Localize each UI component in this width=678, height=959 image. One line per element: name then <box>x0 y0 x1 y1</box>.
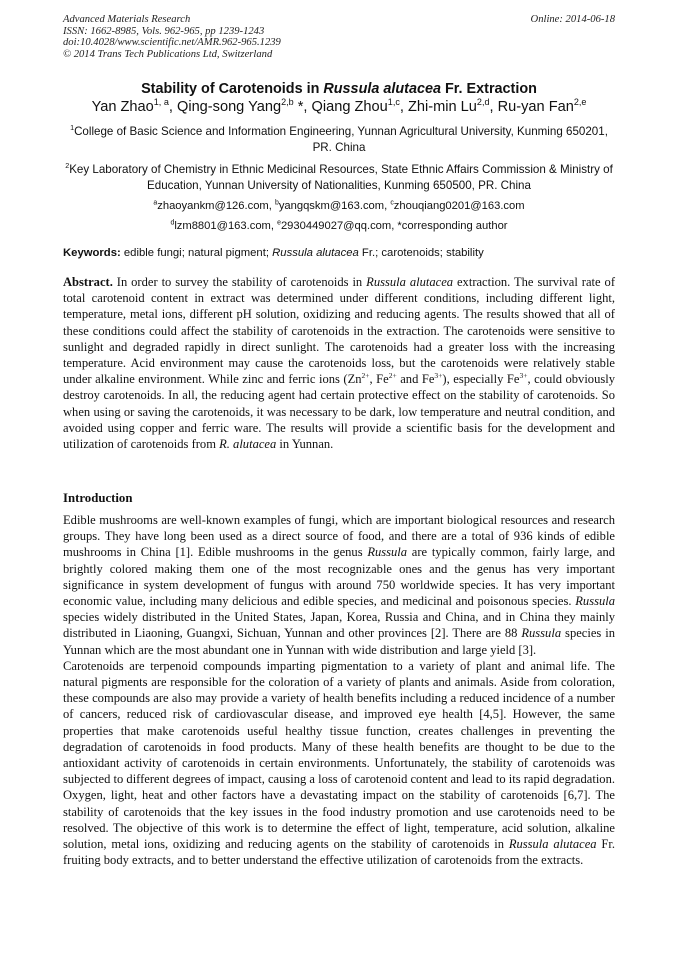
author-affiliation-mark: 2,d <box>476 97 490 108</box>
online-date: Online: 2014-06-18 <box>530 14 615 25</box>
issn-line: ISSN: 1662-8985, Vols. 962-965, pp 1239-1243 <box>63 25 265 37</box>
email-address[interactable]: lzm8801@163.com, <box>174 220 278 232</box>
author-separator: , <box>399 99 408 115</box>
affiliation-text: College of Basic Science and Information Engineering, Yunnan Agricultural University, Kunming 650201, PR. China <box>74 125 608 154</box>
author-affiliation-mark: 1, a <box>153 97 169 108</box>
introduction-body <box>63 512 615 868</box>
affiliation-mark: 1 <box>70 123 75 133</box>
abstract <box>63 274 615 452</box>
keywords-label: Keywords: <box>63 247 121 259</box>
abstract-text: In order to survey the stability of carotenoids in <box>112 275 367 289</box>
paragraph-text: are typically common, fairly large, and brightly colored making them one of the most recognizable ones and the genus has very important significance in system development of fungus with around 750 worldwide species. It has very important economic value, including many delicious and edible species, and medicinal and poisonous species. <box>63 545 616 609</box>
affiliation-mark: 2 <box>65 161 70 171</box>
email-mark: a <box>153 199 158 207</box>
author-name: Ru-yan Fan <box>497 99 574 115</box>
genus-name: Russula <box>367 545 408 560</box>
ion-charge: 2+ <box>361 371 370 381</box>
email-mark: d <box>170 219 175 227</box>
abstract-text: ), especially Fe <box>442 372 520 387</box>
copyright-line: © 2014 Trans Tech Publications Ltd, Switzerland <box>63 48 273 60</box>
email-address[interactable]: yangqskm@163.com, <box>278 200 391 212</box>
affiliation-1 <box>60 124 618 155</box>
abstract-text: extraction. The survival rate of total carotenoid content in extract was determined under different conditions, including different light, temperature, metal ions, different pH solution, oxidizing and reducing agents. The results showed that all of these conditions could affect the stability of carotenoids in the extraction. The carotenoids were sensitive to sunlight and degraded rapidly in direct sunlight. The carotenoids had a greater loss with the increasing temperature. Acid environment may cause the carotenoids loss, but the carotenoids were relatively stable under alkaline environment. While zinc and ferric ions (Zn <box>63 275 615 387</box>
email-mark: c <box>390 199 394 207</box>
paragraph-text: Edible mushrooms are well-known examples of fungi, which are important biological resources and research groups. They have long been used as a direct source of food, and there are a total of 936 kinds of edible mushrooms in China [1]. Edible mushrooms in the genus <box>63 513 615 560</box>
author-name: Qing-song Yang <box>176 99 282 115</box>
abstract-text: in Yunnan. <box>276 437 334 452</box>
paragraph-text: species widely distributed in the United States, Japan, Korea, Russia and China, and in China they mainly distributed in Liaoning, Guangxi, Sichuan, Yunnan and other provinces [2]. There are 88 <box>63 610 615 641</box>
email-list <box>60 196 618 236</box>
species-name: Russula alutacea <box>508 837 597 852</box>
email-mark: b <box>274 199 279 207</box>
intro-paragraph-2 <box>63 658 615 869</box>
email-mark: e <box>277 219 281 227</box>
paper-title <box>0 81 678 98</box>
keywords-text: Fr.; carotenoids; stability <box>358 247 484 259</box>
genus-name: Russula <box>521 626 562 641</box>
author-affiliation-mark: 1,c <box>387 97 400 108</box>
ion-charge: 3+ <box>434 371 443 381</box>
ion-charge: 3+ <box>519 371 528 381</box>
author-name: Qiang Zhou <box>311 99 388 115</box>
email-line-1 <box>60 196 618 216</box>
title-prefix: Stability of Carotenoids in <box>141 81 324 97</box>
author-separator: , <box>168 99 177 115</box>
journal-header <box>63 14 615 60</box>
author-name: Zhi-min Lu <box>407 99 477 115</box>
ion-charge: 2+ <box>388 371 397 381</box>
intro-paragraph-1 <box>63 512 615 658</box>
abstract-text: , Fe <box>369 372 389 387</box>
author-separator: *, <box>293 99 312 115</box>
doi-line[interactable]: doi:10.4028/www.scientific.net/AMR.962-965.1239 <box>63 37 281 49</box>
genus-name: Russula <box>575 594 615 609</box>
paragraph-text: species in Yunnan which are the most abundant one in Yunnan with wide distribution and large yield [3]. <box>63 626 616 657</box>
author-affiliation-mark: 2,b <box>281 97 294 108</box>
title-species: Russula alutacea <box>323 81 441 97</box>
keywords-species: Russula alutacea <box>272 247 359 259</box>
email-address[interactable]: 2930449027@qq.com, *corresponding author <box>280 220 508 232</box>
paragraph-text: Fr. fruiting body extracts, and to better understand the effective utilization of carotenoids from the extracts. <box>63 837 615 868</box>
keywords <box>63 246 615 260</box>
abstract-text: , could obviously destroy carotenoids. In all, the reducing agent had certain protective effect on the stability of carotenoids. So when using or saving the carotenoids, it was necessary to be dark, low temperature and neutral condition, and avoided using copper and ferric ware. The results will provide a scientific basis for the development and utilization of carotenoids from <box>63 372 615 452</box>
email-address[interactable]: zhouqiang0201@163.com <box>393 200 525 212</box>
affiliation-2 <box>60 162 618 193</box>
abstract-label: Abstract. <box>63 275 113 289</box>
email-address[interactable]: zhaoyankm@126.com, <box>157 200 275 212</box>
affiliation-text: Key Laboratory of Chemistry in Ethnic Medicinal Resources, State Ethnic Affairs Commission & Ministry of Education, Yunnan University of Nationalities, Kunming 650500, PR. China <box>69 163 613 192</box>
author-affiliation-mark: 2,e <box>573 97 587 108</box>
author-list <box>0 98 678 117</box>
email-line-2 <box>60 216 618 236</box>
journal-name: Advanced Materials Research <box>63 14 191 25</box>
title-suffix: Fr. Extraction <box>440 81 537 97</box>
introduction-heading: Introduction <box>63 491 133 505</box>
abstract-species: Russula alutacea <box>366 275 454 289</box>
author-separator: , <box>489 99 498 115</box>
keywords-text: edible fungi; natural pigment; <box>120 247 273 259</box>
author-name: Yan Zhao <box>91 99 154 115</box>
abstract-species: R. alutacea <box>219 437 277 452</box>
abstract-text: and Fe <box>396 372 435 387</box>
paragraph-text: Carotenoids are terpenoid compounds imparting pigmentation to a variety of plant and animal life. The natural pigments are responsible for the coloration of a variety of plants and animals. Aside from coloration, these compounds are also may provide a variety of health benefits including a reduced incidence of a number of cancers, reduced risk of cardiovascular disease, and improved eye health [4,5]. However, the same properties that make carotenoids useful healthy tissue function, creates challenges in preventing the degradation of carotenoids in food products. Many of these health benefits are thought to be due to the antioxidant activity of carotenoids in certain environments. Unfortunately, the stability of carotenoids was subjected to different degrees of impact, causing a loss of carotenoid content and lead to its rapid degradation. Oxygen, light, heat and other factors have a devastating impact on the stability of carotenoids [6,7]. The stability of carotenoids that the key issues in the food industry promotion and use carotenoids need to be resolved. The objective of this work is to determine the effect of light, temperature, acid solution, alkaline solution, metal ions, oxidizing and reducing agents on the stability of carotenoids in <box>63 658 615 852</box>
